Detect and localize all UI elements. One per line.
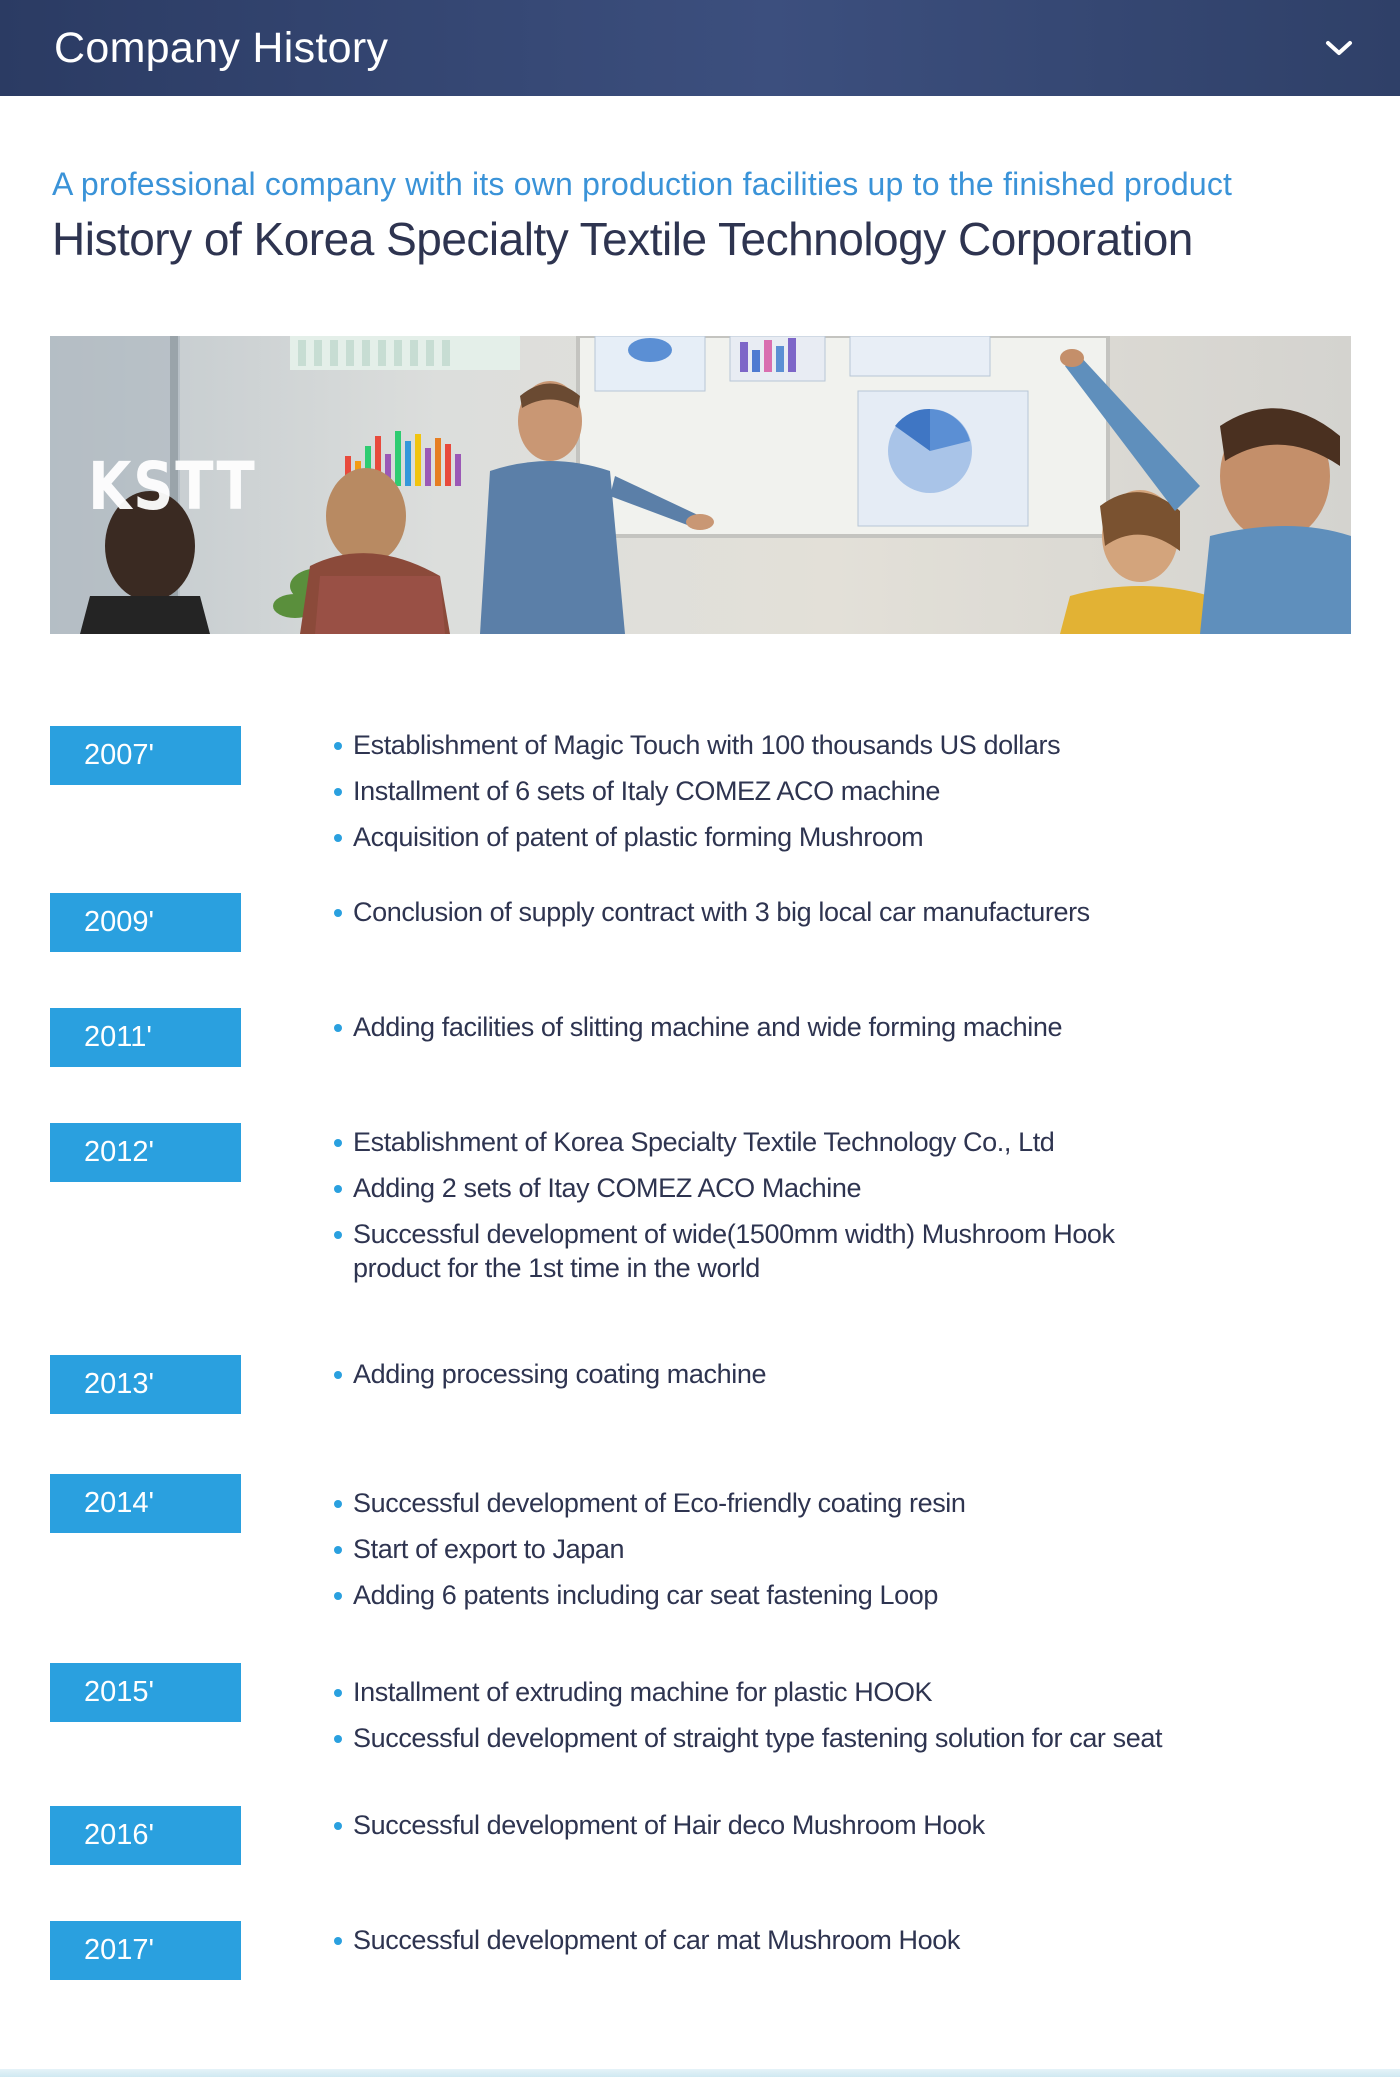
- event-item: Establishment of Korea Specialty Textile Technology Co., Ltd: [334, 1125, 1234, 1159]
- timeline-row: [50, 726, 1061, 852]
- event-item: Conclusion of supply contract with 3 big local car manufacturers: [334, 895, 1234, 929]
- event-item: Successful development of straight type fastening solution for car seat: [334, 1721, 1234, 1755]
- event-item: Adding 2 sets of Itay COMEZ ACO Machine: [334, 1171, 1234, 1205]
- year-events: [334, 1923, 1234, 1957]
- event-item: Successful development of Hair deco Mushroom Hook: [334, 1808, 1234, 1842]
- chevron-down-icon[interactable]: [1322, 31, 1356, 65]
- year-badge: 2013': [50, 1355, 241, 1414]
- section-header[interactable]: [0, 0, 1400, 96]
- timeline-row: [50, 1474, 966, 1610]
- year-badge: 2007': [50, 726, 241, 785]
- event-item: Establishment of Magic Touch with 100 thousands US dollars: [334, 728, 1234, 762]
- year-events: [334, 728, 1234, 854]
- year-badge: 2012': [50, 1123, 241, 1182]
- timeline-row: [50, 1123, 1115, 1283]
- section-title: Company History: [54, 23, 389, 72]
- timeline-row: [50, 1355, 767, 1414]
- year-events: [334, 1808, 1234, 1842]
- page-title: History of Korea Specialty Textile Technology Corporation: [52, 213, 1193, 265]
- timeline-row: [50, 1921, 960, 1980]
- year-events: [334, 895, 1234, 929]
- event-item: Start of export to Japan: [334, 1532, 1234, 1566]
- timeline-row: [50, 1663, 1163, 1753]
- timeline-row: [50, 1008, 1063, 1067]
- banner-logo-text: KSTT: [88, 448, 257, 525]
- event-item: Successful development of car mat Mushroom Hook: [334, 1923, 1234, 1957]
- year-badge: 2017': [50, 1921, 241, 1980]
- year-events: [334, 1010, 1234, 1044]
- year-badge: 2014': [50, 1474, 241, 1533]
- year-badge: 2015': [50, 1663, 241, 1722]
- timeline-row: [50, 1806, 985, 1865]
- event-item: Adding 6 patents including car seat fastening Loop: [334, 1578, 1234, 1612]
- event-item: Successful development of Eco-friendly coating resin: [334, 1486, 1234, 1520]
- banner-image: [50, 336, 1351, 634]
- event-item: Successful development of wide(1500mm width) Mushroom Hook product for the 1st time in the world: [334, 1217, 1134, 1285]
- year-badge: 2009': [50, 893, 241, 952]
- year-events: [334, 1675, 1234, 1755]
- event-item: Installment of 6 sets of Italy COMEZ ACO machine: [334, 774, 1234, 808]
- event-item: Acquisition of patent of plastic forming Mushroom: [334, 820, 1234, 854]
- year-badge: 2016': [50, 1806, 241, 1865]
- year-events: [334, 1125, 1234, 1285]
- year-events: [334, 1486, 1234, 1612]
- event-item: Adding processing coating machine: [334, 1357, 1234, 1391]
- event-item: Installment of extruding machine for plastic HOOK: [334, 1675, 1234, 1709]
- timeline-row: [50, 893, 1090, 952]
- year-badge: 2011': [50, 1008, 241, 1067]
- page-subtitle: A professional company with its own production facilities up to the finished product: [52, 166, 1233, 202]
- year-events: [334, 1357, 1234, 1391]
- footer-divider: [0, 2069, 1400, 2077]
- event-item: Adding facilities of slitting machine and wide forming machine: [334, 1010, 1234, 1044]
